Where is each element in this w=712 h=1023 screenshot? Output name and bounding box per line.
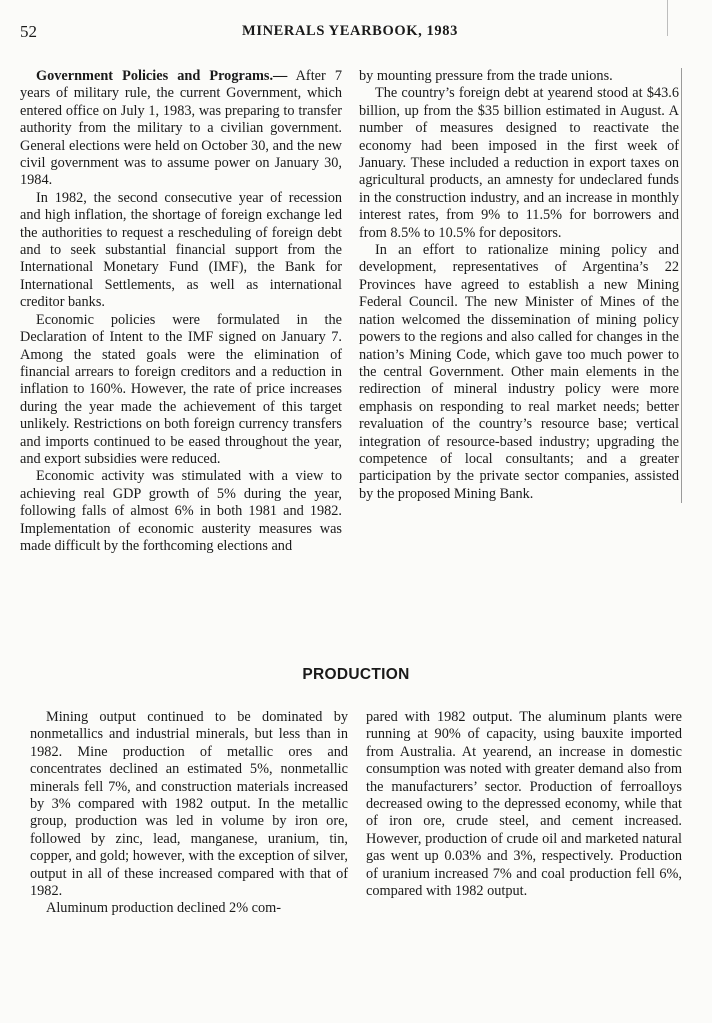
government-heading: Government Policies and Programs.—: [36, 68, 288, 84]
page-edge-mark: [667, 0, 668, 36]
government-paragraph: In 1982, the second consecutive year of recession and high inflation, the shortage of foreign exchange led the authorities to request a rescheduling of foreign debt and to seek substantial financial support from the International Monetary Fund (IMF), the Bank for International Settlements, as well as international creditor banks.: [20, 189, 342, 311]
page-header: [20, 22, 680, 44]
production-heading: PRODUCTION: [302, 666, 410, 683]
running-title: MINERALS YEARBOOK, 1983: [242, 23, 458, 39]
production-right-column: [366, 709, 682, 900]
production-continuation: pared with 1982 output. The aluminum plants were running at 90% of capacity, using bauxite imported from Australia. At yearend, an increase in domestic consumption was noted with greater demand also from the manufacturers’ sector. Production of ferroalloys decreased owing to the depressed economy, while that of iron ore, crude steel, and cement increased. However, production of crude oil and marketed natural gas went up 0.03% and 3%, respectively. Production of uranium increased 7% and coal production fell 6%, compared with 1982 output.: [366, 709, 682, 900]
production-paragraph: Aluminum production declined 2% com-: [46, 900, 282, 917]
government-paragraph: [20, 68, 342, 190]
production-left-column: [30, 709, 348, 918]
government-paragraph: The country’s foreign debt at yearend stood at $43.6 billion, up from the $35 billion estimated in August. A number of measures designed to reactivate the economy had been imposed in the first week of January. These included a reduction in export taxes on agricultural products, an amnesty for undeclared funds in the construction industry, and an increase in monthly interest rates, from 9% to 11.5% for borrowers and from 8.5% to 10.5% for depositors.: [359, 85, 679, 241]
government-paragraph: Economic policies were formulated in the Declaration of Intent to the IMF signed on January 7. Among the stated goals were the elimination of financial arrears to foreign creditors and a reduction in inflation to 160%. However, the rate of price increases during the year made the achievement of this target unlikely. Restrictions on both foreign currency transfers and imports continued to be eased throughout the year, and export subsidies were reduced.: [20, 311, 342, 467]
government-continuation: by mounting pressure from the trade unions.: [359, 68, 613, 84]
government-paragraph: In an effort to rationalize mining policy and development, representatives of Argentina’s 22 Provinces have agreed to establish a new Mining Federal Council. The new Minister of Mines of the nation welcomed the dissemination of mining policy powers to the regions and also called for changes in the nation’s Mining Code, which gave too much power to the central Government. Other main elements in the redirection of mineral industry policy were more emphasis on responding to real market needs; better revaluation of the country’s resource base; vertical integration of resource-based industry; upgrading the competence of local consultants; and a greater participation by the private sector companies, assisted by the proposed Mining Bank.: [359, 242, 679, 502]
production-paragraph: Mining output continued to be dominated by nonmetallics and industrial minerals, but less than in 1982. Mine production of metallic ores and concentrates declined an estimated 5%, nonmetallic minerals fell 7%, and construction materials increased by 3% compared with 1982 output. In the metallic group, production was led in volume by iron ore, followed by zinc, lead, manganese, uranium, tin, copper, and gold; however, with the exception of silver, output in all of these increased compared with that of 1982.: [30, 709, 348, 900]
government-left-column: [20, 68, 342, 555]
page-number: 52: [20, 22, 37, 41]
government-paragraph: Economic activity was stimulated with a view to achieving real GDP growth of 5% during the year, following falls of almost 6% in both 1981 and 1982. Implementation of economic austerity measures was made difficult by the forthcoming elections and: [20, 468, 342, 554]
government-paragraph-text: After 7 years of military rule, the current Government, which entered office on July 1, 1983, was preparing to transfer authority from the military to a civilian government. General elections were held on October 30, and the new civil government was to assume power on January 30, 1984.: [20, 68, 342, 189]
government-right-column: [359, 68, 682, 503]
